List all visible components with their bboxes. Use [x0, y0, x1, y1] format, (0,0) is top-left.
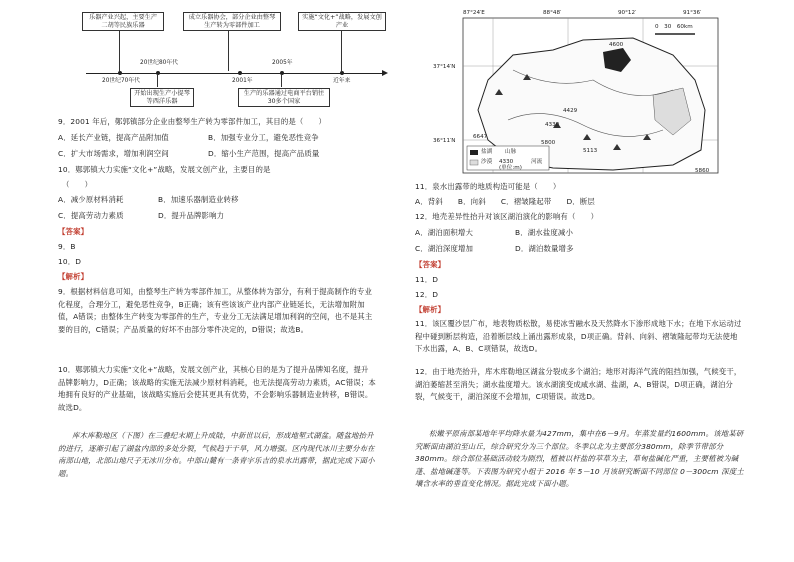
timeline-label-1970s: 20世纪70年代 — [102, 78, 140, 84]
map-lon-2: 88°48′ — [543, 10, 562, 16]
map-lat-bottom: 36°11′N — [433, 138, 456, 144]
explanation-12: 12．由于地壳抬升，库木库勒地区湖盆分裂成多个湖泊；地形对海洋气流的阻挡加强，气候变干，湖泊萎缩甚至消失；湖水盐度增大。该水湖演变成咸水湖、盐湖，A、B错误，D项正确，湖泊分裂，气候变干，湖泊深度不会增加，C项错误。故选D。 — [415, 367, 742, 402]
q9-option-a: A．延长产业链，提高产品附加值 — [58, 133, 169, 142]
answer-tag-right: 【答案】 — [415, 260, 446, 269]
timeline-box-1: 乐器产业兴起，主要生产二胡等民族乐器 — [82, 12, 164, 31]
timeline-diagram — [58, 12, 398, 112]
map-graphic — [433, 10, 723, 178]
map-peak-5: 5800 — [541, 140, 556, 146]
timeline-label-1980s: 20世纪80年代 — [140, 60, 178, 66]
answer-11: 11．D — [415, 275, 439, 284]
timeline-label-2001: 2001年 — [232, 78, 253, 84]
q10-option-a: A．减少原材料消耗 — [58, 195, 124, 204]
map-legend-desert: 沙漠 — [481, 159, 493, 165]
map-lon-3: 90°12′ — [618, 10, 637, 16]
question-11: 11．泉水出露带的地质构造可能是（ ） — [415, 182, 561, 191]
explanation-10: 10．鄚郭镇大力实施“文化+”战略，发展文创产业，其核心目的是为了提升品牌知名度，提升品牌影响力，D正确；该战略的实施无法减少原材料消耗，也无法提高劳动力素质，AC错误；本地拥有良好的产业基础，该战略实施后会使其更具有优势，不会影响乐器制造业转移，B错误。故选D。 — [58, 365, 376, 412]
q12-option-d: D．湖泊数量增多 — [515, 244, 574, 253]
explanation-9: 9．根据材料信息可知，由整琴生产转为零部件加工，从整体转为部分，有利于提高制作的专业化程度，合理分工，避免恶性竞争，B正确；该有些该该产业内部产业链延长，无法增加附加值，A错误；由整体生产转变为零部件的生产，专业分工无法满足增加利润的空间，也不是其主要的目的，C错误；产品质量的好坏不由部分零件决定的，D错误；故选B。 — [58, 287, 373, 334]
timeline-dot-2001 — [238, 71, 242, 75]
answer-9: 9．B — [58, 242, 76, 251]
map-peak-6: 6647 — [473, 134, 488, 140]
q10-option-b: B．加速乐器制造业转移 — [158, 195, 239, 204]
map-scale: 0 30 60km — [655, 24, 693, 30]
q12-option-a: A．湖泊面积增大 — [415, 228, 473, 237]
map-legend-elevation: 4330 — [499, 159, 514, 165]
timeline-dot-recent — [340, 71, 344, 75]
timeline-box-4: 开始出现生产小提琴等西洋乐器 — [130, 88, 194, 107]
map-lon-1: 87°24′E — [463, 10, 485, 16]
answer-12: 12．D — [415, 290, 439, 299]
map-peak-2: 4429 — [563, 108, 578, 114]
map-peak-1: 4600 — [609, 42, 624, 48]
q10-option-c: C．提高劳动力素质 — [58, 211, 124, 220]
question-12: 12．地壳差异性抬升对该区湖泊演化的影响有（ ） — [415, 212, 599, 221]
intro-passage-kumukule: 库木库勒地区（下图）在三叠纪末期上升成陆，中新世以后，形成地堑式湖盆。随盆地抬升的进行，逐渐引起了湖盆内部的多处分裂，气候趋于干旱，风力增强。区内现代冰川主要分布在南部山地，北部山地尺子无冰川分布。中部山麓有一条青字乐吉的泉水出露带，据此完成下面小题。 — [58, 431, 375, 478]
map-peak-3: 4330 — [545, 122, 560, 128]
q11-options: A．背斜 B．向斜 C．褶皱隆起带 D．断层 — [415, 197, 595, 206]
map-lon-4: 91°36′ — [683, 10, 702, 16]
q12-option-b: B．湖水盐度减小 — [515, 228, 574, 237]
analysis-tag-left: 【解析】 — [58, 272, 89, 281]
explanation-11: 11．该区覆沙层广布，地表物质松散，易使冰雪融水及天然降水下渗形成地下水；在地下水运动过程中碰到断层构造，沿着断层线上涌出露形成泉，D项正确。背斜、向斜、褶皱隆起带均无法使地下水出露，A、B、C项错误，故选D。 — [415, 319, 742, 354]
q10-option-d: D．提升品牌影响力 — [158, 211, 225, 220]
map-peak-7: 5860 — [695, 168, 710, 174]
answer-10: 10．D — [58, 257, 82, 266]
map-legend-unit: (单位:m) — [499, 165, 522, 171]
q10-paren: （ ） — [62, 180, 93, 189]
timeline-label-2005: 2005年 — [272, 60, 293, 66]
intro-passage-songnen: 松嫩平原南部某地年平均降水量为427mm，集中在6－9月。年蒸发量约1600mm。该地某研究断面由湖泊至山丘，综合研究分为三个部位。冬季以北为主要部分380mm，除季节带部分380mm。综合部位基础活动较为剧烈，植被以杆盐的萃草为主，草甸盐碱化严重，主要植被为碱蓬、盐地碱蓬等。下表图为研究小组于 2016 年 5－10 月该研究断面不同部位 0－300cm 深度土壤含水率的垂直变化情况。据此完成下面小题。 — [415, 429, 744, 489]
map-legend-salt-lake: 盐湖 — [481, 149, 493, 155]
timeline-box-2: 成立乐器协会，部分企业由整琴生产转为零部件加工 — [183, 12, 281, 31]
q9-option-c: C．扩大市场需求，增加利润空间 — [58, 149, 169, 158]
q12-option-c: C．湖泊深度增加 — [415, 244, 474, 253]
map-peak-4: 5113 — [583, 148, 598, 154]
question-9: 9．2001 年后，鄚郭镇部分企业由整琴生产转为零部件加工，其目的是（ ） — [58, 117, 327, 126]
timeline-dot-1970s — [118, 71, 122, 75]
analysis-tag-right: 【解析】 — [415, 305, 446, 314]
map-lat-top: 37°14′N — [433, 64, 456, 70]
answer-tag-left: 【答案】 — [58, 227, 89, 236]
kumukule-map — [433, 10, 723, 178]
q9-option-b: B．加强专业分工，避免恶性竞争 — [208, 133, 319, 142]
q9-option-d: D．缩小生产范围，提高产品质量 — [208, 149, 320, 158]
question-10: 10．鄚郭镇大力实施“文化+”战略，发展文创产业，主要目的是 — [58, 165, 271, 174]
timeline-arrow — [382, 70, 388, 76]
map-legend-mountain: 山脉 — [505, 149, 517, 155]
map-legend-river: 河流 — [531, 159, 543, 165]
timeline-label-recent: 近年来 — [333, 78, 351, 84]
timeline-box-5: 生产的乐器通过电商平台销往30多个国家 — [238, 88, 330, 107]
timeline-box-3: 实施“文化+”战略，发展文创产业 — [298, 12, 386, 31]
